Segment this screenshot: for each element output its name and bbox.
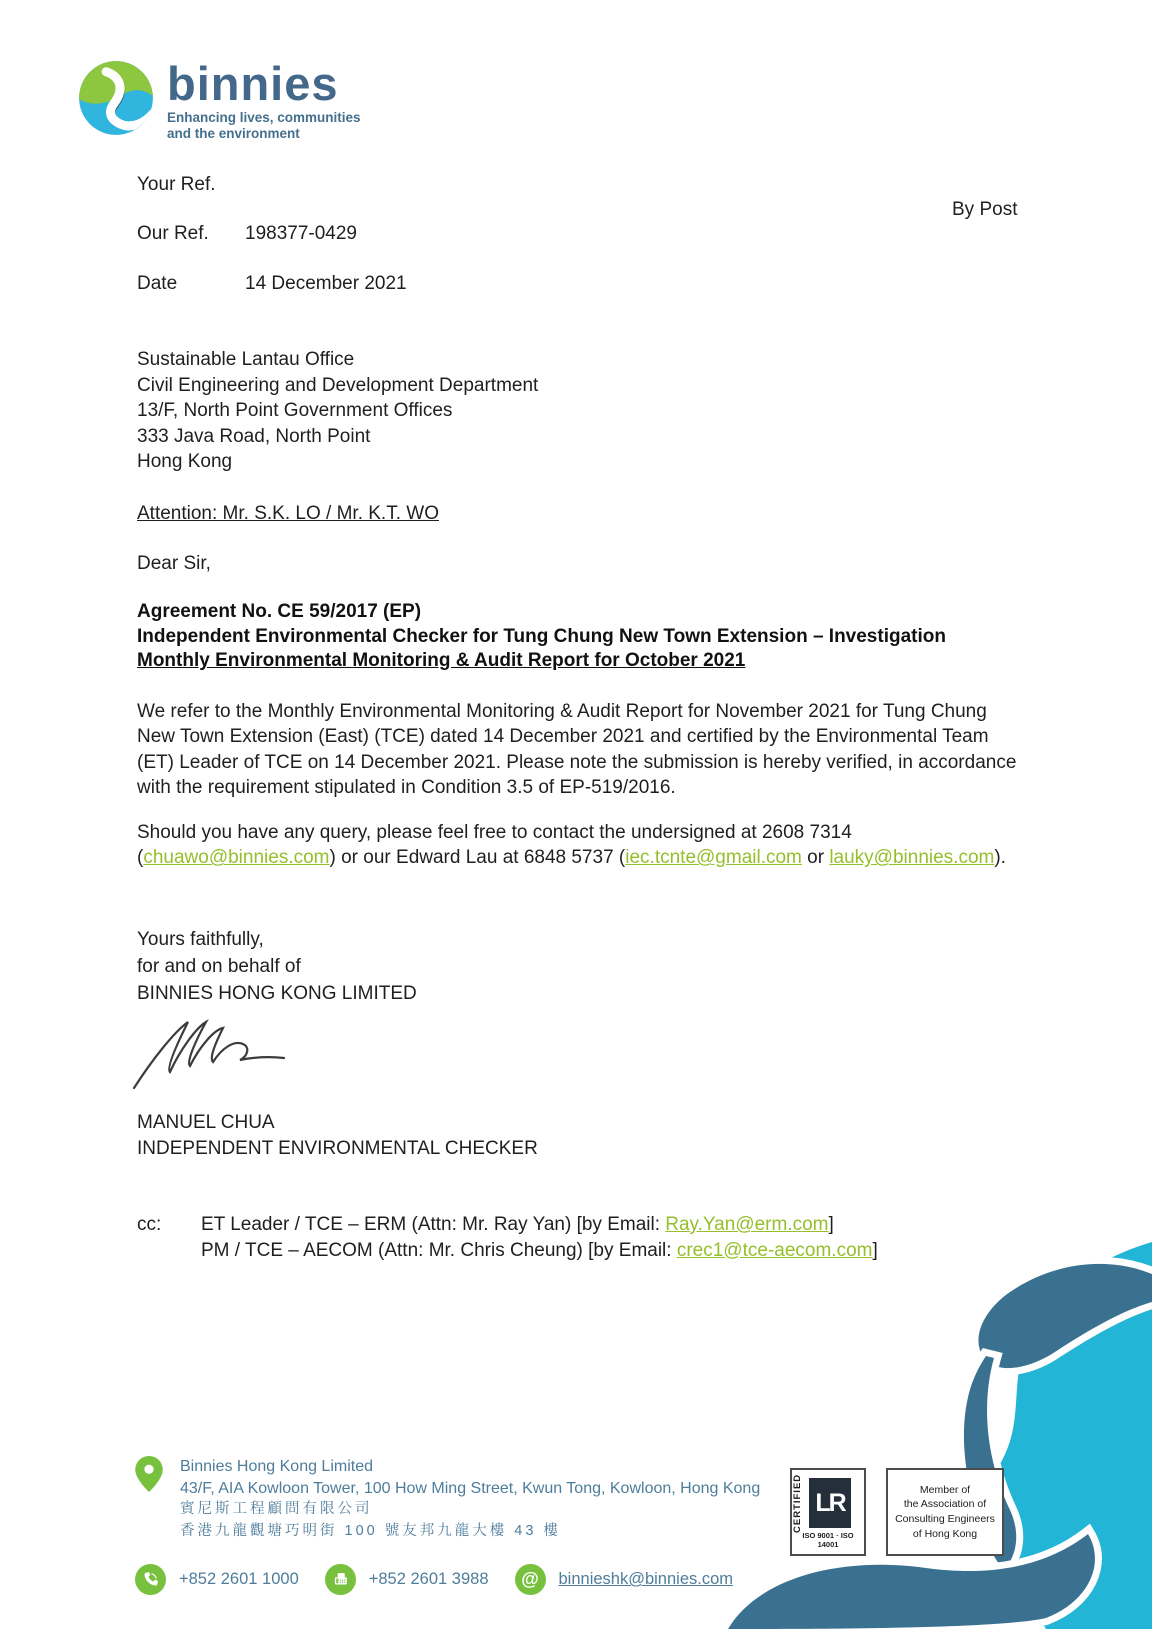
- signatory-title: INDEPENDENT ENVIRONMENTAL CHECKER: [137, 1138, 538, 1159]
- our-ref-row: [137, 223, 357, 245]
- date-label: Date: [137, 273, 178, 294]
- salutation: Dear Sir,: [137, 553, 211, 574]
- binnies-logo: [75, 56, 361, 142]
- footer-address-zh: 香港九龍觀塘巧明街 100 號友邦九龍大樓 43 樓: [180, 1522, 561, 1539]
- brand-tagline-line1: Enhancing lives, communities: [167, 110, 361, 125]
- lr-certification-badge: [790, 1468, 866, 1556]
- footer-address-block: [135, 1456, 760, 1542]
- cc-text: PM / TCE – AECOM (Attn: Mr. Chris Cheung) [by Email:: [201, 1239, 677, 1261]
- recipient-line: Hong Kong: [137, 451, 233, 472]
- iso-standards-label: ISO 9001 · ISO 14001: [802, 1531, 854, 1549]
- closing-block: [137, 926, 417, 1007]
- cc-label: cc:: [137, 1214, 162, 1235]
- member-line: of Hong Kong: [912, 1527, 978, 1540]
- fax-icon: [325, 1564, 356, 1595]
- recipient-address: [137, 347, 538, 475]
- subject-line-3: Monthly Environmental Monitoring & Audit Report for October 2021: [137, 650, 746, 672]
- signatory-name: MANUEL CHUA: [137, 1112, 275, 1133]
- member-line: Member of: [919, 1483, 971, 1496]
- member-line: the Association of: [903, 1498, 987, 1511]
- cc-block: [137, 1212, 878, 1263]
- brand-wordmark: binnies: [167, 57, 339, 110]
- email-link-chuawo[interactable]: chuawo@binnies.com: [143, 847, 330, 869]
- email-at-icon: [515, 1564, 546, 1595]
- your-ref-label: Your Ref.: [137, 174, 216, 195]
- phone-icon: [135, 1564, 166, 1595]
- certified-label: CERTIFIED: [792, 1473, 803, 1533]
- recipient-line: Civil Engineering and Development Department: [137, 374, 539, 396]
- subject-line-1: Agreement No. CE 59/2017 (EP): [137, 601, 422, 622]
- closing-line: BINNIES HONG KONG LIMITED: [137, 983, 417, 1004]
- footer-address-en: 43/F, AIA Kowloon Tower, 100 How Ming Street, Kwun Tong, Kowloon, Hong Kong: [180, 1479, 761, 1497]
- date-row: [137, 273, 407, 295]
- email-link-ray-yan[interactable]: Ray.Yan@erm.com: [665, 1214, 829, 1235]
- acehk-membership-badge: [886, 1468, 1004, 1556]
- closing-line: for and on behalf of: [137, 956, 301, 977]
- cc-line-2: [201, 1238, 878, 1264]
- footer-contact-row: [135, 1564, 759, 1595]
- body-paragraph-1: We refer to the Monthly Environmental Monitoring & Audit Report for November 2021 for Tung Chung New Town Extension (East) (TCE) dated 14 December 2021 and certified by the Environmental Team (ET) Leader of TCE on 14 December 2021. Please note the submission is hereby verified, in accordance with the requirement stipulated in Condition 3.5 of EP-519/2016.: [137, 701, 1017, 798]
- recipient-line: Sustainable Lantau Office: [137, 349, 355, 370]
- at-glyph: @: [521, 1569, 539, 1589]
- footer-company-name: Binnies Hong Kong Limited: [180, 1458, 374, 1475]
- member-line: Consulting Engineers: [895, 1513, 995, 1525]
- contact-text: ).: [994, 847, 1006, 869]
- subject-line-2: Independent Environmental Checker for Tung Chung New Town Extension – Investigation: [137, 625, 946, 647]
- recipient-line: 333 Java Road, North Point: [137, 425, 371, 447]
- cc-text: ]: [828, 1214, 834, 1235]
- body-paragraph-2: [137, 820, 1029, 871]
- email-group: [515, 1564, 734, 1595]
- footer-fax: +852 2601 3988: [368, 1570, 489, 1588]
- contact-text: ) or our Edward Lau at 6848 5737 (: [329, 847, 626, 869]
- contact-text: or: [801, 847, 830, 869]
- footer-email-link[interactable]: binnieshk@binnies.com: [558, 1570, 734, 1588]
- cc-line-1: [201, 1212, 878, 1238]
- date-value: 14 December 2021: [245, 273, 407, 294]
- phone-group: [135, 1564, 299, 1595]
- email-link-iec-tcnte[interactable]: iec.tcnte@gmail.com: [625, 847, 802, 869]
- location-pin-icon: [135, 1456, 163, 1492]
- lr-logo: LR: [809, 1478, 851, 1528]
- subject-block: [137, 600, 946, 674]
- footer-company-zh: 賓尼斯工程顧問有限公司: [180, 1501, 373, 1517]
- contact-text: Should you have any query, please feel free to contact the undersigned at 2608 7314: [137, 822, 852, 843]
- footer-phone: +852 2601 1000: [179, 1570, 299, 1588]
- contact-text: (: [137, 847, 144, 869]
- closing-line: Yours faithfully,: [137, 929, 264, 950]
- cc-text: ]: [872, 1239, 878, 1261]
- binnies-logo-mark-icon: [75, 56, 157, 140]
- cc-text: ET Leader / TCE – ERM (Attn: Mr. Ray Yan) [by Email:: [201, 1214, 666, 1235]
- by-post-note: By Post: [952, 199, 1018, 220]
- recipient-line: 13/F, North Point Government Offices: [137, 400, 453, 421]
- fax-group: [325, 1564, 489, 1595]
- our-ref-label: Our Ref.: [137, 223, 209, 244]
- our-ref-value: 198377-0429: [245, 223, 357, 244]
- attention-line: Attention: Mr. S.K. LO / Mr. K.T. WO: [137, 503, 439, 524]
- email-link-crec1[interactable]: crec1@tce-aecom.com: [676, 1239, 873, 1261]
- brand-tagline-line2: and the environment: [167, 126, 300, 142]
- signature-handwriting: [126, 1016, 296, 1096]
- email-link-lauky[interactable]: lauky@binnies.com: [829, 847, 995, 869]
